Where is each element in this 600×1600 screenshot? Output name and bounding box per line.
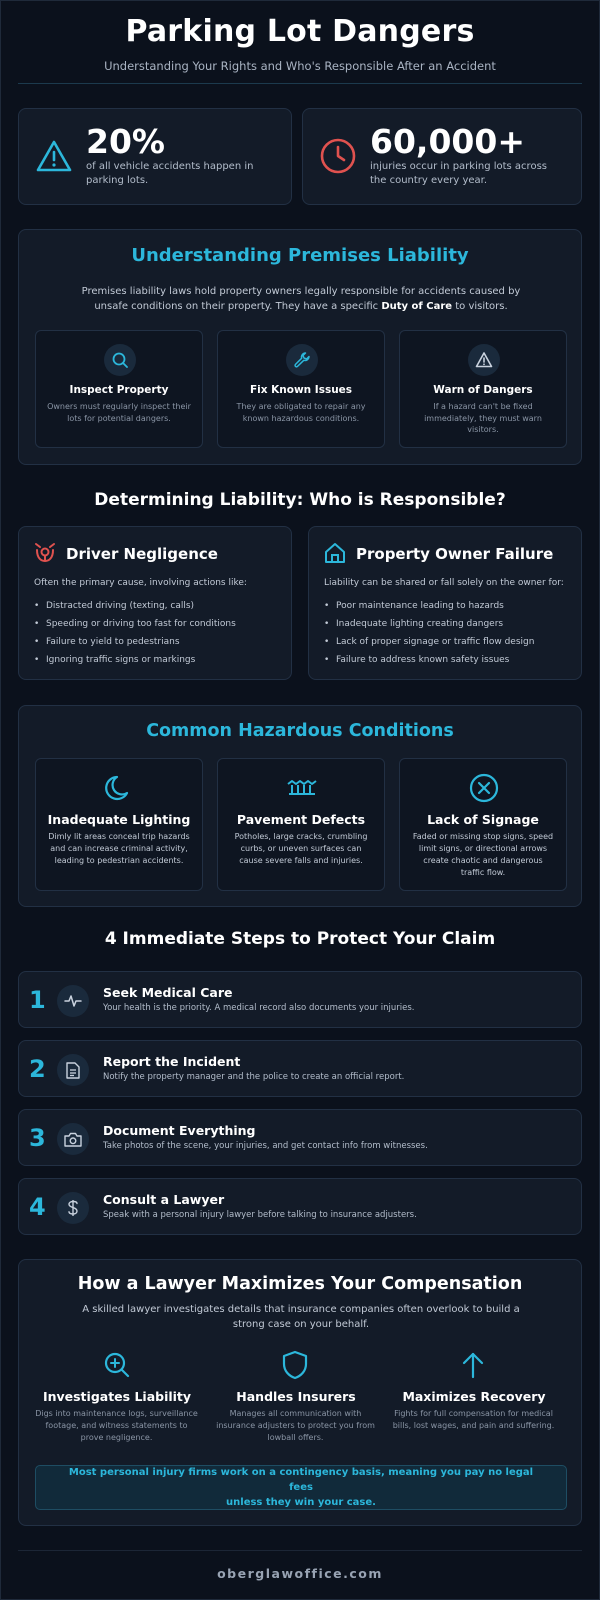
card-title: Property Owner Failure (356, 545, 554, 563)
hazard-text: Dimly lit areas conceal trip hazards and can increase criminal activity, leading to pedestrian accidents. (48, 832, 190, 865)
list-item: • Ignoring traffic signs or markings (34, 655, 236, 673)
hazard-title: Lack of Signage (427, 812, 539, 827)
moon-icon (105, 773, 135, 803)
list-item: • Distracted driving (texting, calls) (34, 601, 236, 619)
section-title: How a Lawyer Maximizes Your Compensation (77, 1274, 523, 1294)
card-intro: Liability can be shared or fall solely on the owner for: (324, 578, 564, 588)
hazard-text: Faded or missing stop signs, speed limit signs, or directional arrows create chaotic and dangerous traffic flow. (412, 832, 554, 877)
header-divider (18, 83, 582, 84)
zoom-in-icon (103, 1351, 131, 1379)
lawyer-benefit-title: Handles Insurers (236, 1389, 356, 1404)
step-description: Take photos of the scene, your injuries, and get contact info from witnesses. (103, 1141, 428, 1151)
arrow-up-icon (460, 1351, 486, 1379)
lawyer-benefit-text: Digs into maintenance logs, surveillance footage, and witness statements to prove negligence. (35, 1409, 198, 1442)
stat-description: of all vehicle accidents happen in parking lots. (86, 161, 254, 186)
clock-icon (319, 137, 357, 175)
duty-card-fix (217, 330, 385, 448)
hazard-text: Potholes, large cracks, crumbling curbs, or uneven surfaces can cause severe falls and injuries. (234, 832, 368, 865)
section-title: Understanding Premises Liability (131, 245, 469, 266)
list-item: • Poor maintenance leading to hazards (324, 601, 534, 619)
lawyer-benefit-title: Investigates Liability (42, 1389, 192, 1404)
premises-liability-section (18, 229, 582, 465)
duty-text: Owners must regularly inspect their lots for potential dangers. (47, 402, 191, 423)
step-title: Document Everything (103, 1123, 256, 1138)
camera-icon (57, 1123, 89, 1155)
stat-card-injuries (302, 108, 582, 205)
stat-description: injuries occur in parking lots across the country every year. (370, 161, 547, 186)
hazard-card-pavement (217, 758, 385, 891)
step-title: Report the Incident (103, 1054, 241, 1069)
hazard-card-lighting (35, 758, 203, 891)
steps-section-title: 4 Immediate Steps to Protect Your Claim (104, 929, 496, 949)
page-header (0, 14, 600, 73)
alert-triangle-icon (468, 344, 500, 376)
hazard-title: Inadequate Lighting (47, 812, 191, 827)
hazard-card-signage (399, 758, 567, 891)
liability-section-title: Determining Liability: Who is Responsible? (94, 490, 506, 510)
list-item: • Inadequate lighting creating dangers (324, 619, 534, 637)
warning-triangle-icon (35, 139, 73, 173)
card-title: Driver Negligence (66, 545, 218, 563)
page-title: Parking Lot Dangers (125, 14, 475, 49)
lawyer-section (18, 1259, 582, 1526)
duty-title: Warn of Dangers (433, 384, 533, 396)
step-card-1 (18, 971, 582, 1028)
duty-card-inspect (35, 330, 203, 448)
duty-text: If a hazard can't be fixed immediately, they must warn visitors. (424, 402, 542, 434)
contingency-note: Most personal injury firms work on a contingency basis, meaning you pay no legal fees unless they win your case. (35, 1465, 567, 1510)
step-title: Consult a Lawyer (103, 1192, 225, 1207)
document-icon (57, 1054, 89, 1086)
step-card-4 (18, 1178, 582, 1235)
card-intro: Often the primary cause, involving actions like: (34, 578, 247, 588)
list-item: • Lack of proper signage or traffic flow design (324, 637, 534, 655)
duty-title: Inspect Property (69, 384, 169, 396)
wrench-icon (286, 344, 318, 376)
heartbeat-icon (57, 985, 89, 1017)
step-number: 4 (29, 1193, 46, 1221)
driver-factor-list (34, 601, 236, 673)
step-number: 1 (29, 986, 46, 1014)
circle-x-icon (468, 772, 500, 804)
step-card-2 (18, 1040, 582, 1097)
duty-card-warn (399, 330, 567, 448)
page-subtitle: Understanding Your Rights and Who's Responsible After an Accident (104, 59, 496, 73)
hazard-title: Pavement Defects (236, 812, 366, 827)
driver-negligence-card (18, 526, 292, 680)
stat-value: 60,000+ (370, 122, 525, 161)
hazards-section (18, 705, 582, 907)
stat-value: 20% (86, 122, 165, 161)
stat-card-accidents (18, 108, 292, 205)
section-title: Common Hazardous Conditions (146, 721, 454, 741)
lawyer-benefit-text: Manages all communication with insurance adjusters to protect you from lowball offers. (216, 1409, 375, 1442)
driver-icon (33, 541, 57, 563)
lawyer-benefit-title: Maximizes Recovery (402, 1389, 546, 1404)
lawyer-benefit-text: Fights for full compensation for medical bills, lost wages, and pain and suffering. (392, 1409, 555, 1430)
owner-factor-list (324, 601, 534, 673)
step-title: Seek Medical Care (103, 985, 233, 1000)
footer-divider (18, 1550, 582, 1551)
duty-title: Fix Known Issues (249, 384, 353, 396)
list-item: • Failure to yield to pedestrians (34, 637, 236, 655)
step-number: 3 (29, 1124, 46, 1152)
shield-icon (282, 1350, 308, 1380)
property-owner-card (308, 526, 582, 680)
premises-description: Premises liability laws hold property owners legally responsible for accidents caused by unsafe conditions on their property. They have a specific Duty of Care to visitors. (81, 286, 521, 312)
dollar-icon (57, 1192, 89, 1224)
home-icon (324, 542, 346, 564)
step-description: Your health is the priority. A medical record also documents your injuries. (103, 1003, 415, 1013)
step-number: 2 (29, 1055, 46, 1083)
pavement-icon (286, 779, 318, 797)
list-item: • Speeding or driving too fast for conditions (34, 619, 236, 637)
step-description: Notify the property manager and the police to create an official report. (103, 1072, 405, 1082)
lawyer-description: A skilled lawyer investigates details that insurance companies often overlook to build a strong case on your behalf. (82, 1304, 520, 1330)
search-icon (104, 344, 136, 376)
duty-text: They are obligated to repair any known hazardous conditions. (236, 402, 366, 423)
step-card-3 (18, 1109, 582, 1166)
step-description: Speak with a personal injury lawyer before talking to insurance adjusters. (103, 1210, 417, 1220)
footer-site-link[interactable]: oberglawoffice.com (217, 1566, 383, 1581)
list-item: • Failure to address known safety issues (324, 655, 534, 673)
